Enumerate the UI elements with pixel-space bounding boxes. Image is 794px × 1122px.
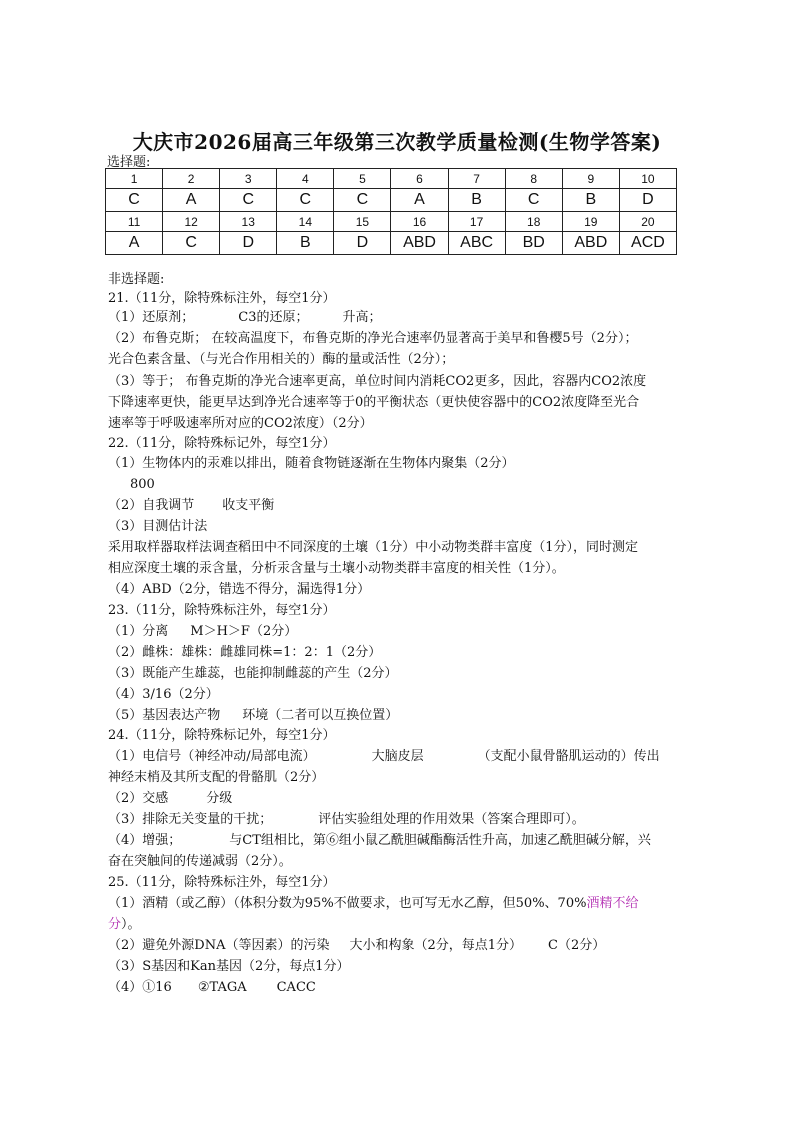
q22-line5: 采用取样器取样法调查稻田中不同深度的土壤（1分）中小动物类群丰富度（1分），同时测定 [108, 540, 639, 555]
table-row-answers-2-cell: D [220, 232, 277, 255]
q25-l5b: ②TAGA [197, 980, 247, 995]
q21-line6: 速率等于呼吸速率所对应的CO2浓度）（2分） [108, 416, 373, 431]
q25-l3c: C（2分） [548, 938, 606, 953]
table-row-numbers-1-cell: 4 [277, 169, 334, 189]
title-main: 大庆市2026届高三年级第三次教学质量检测(生物学 [132, 130, 611, 154]
table-row-answers-2-cell: D [334, 232, 391, 255]
q24-l4a: （3）排除无关变量的干扰； [108, 812, 273, 827]
table-row-numbers-2-cell: 12 [163, 212, 220, 232]
q25-l1b-highlight: 酒精不给 [586, 896, 639, 911]
q25-line3 [108, 937, 605, 955]
table-row-numbers-1-cell: 2 [163, 169, 220, 189]
q24-l1b: 大脑皮层 [371, 749, 424, 764]
q22-line2: 800 [130, 477, 155, 492]
choice-answer-table [105, 168, 677, 255]
table-row-answers-1-cell: A [391, 189, 448, 212]
table-row-answers-2-cell: ACD [619, 232, 676, 255]
table-row-numbers-1 [106, 169, 677, 189]
table-row-numbers-2 [106, 212, 677, 232]
q25-line1 [108, 895, 638, 913]
table-row-numbers-2-cell: 15 [334, 212, 391, 232]
q25-l2b: ）。 [121, 917, 141, 932]
table-row-numbers-2-cell: 14 [277, 212, 334, 232]
table-row-answers-1-cell: C [277, 189, 334, 212]
q23-line1 [108, 623, 297, 641]
q24-l1a: （1）电信号（神经冲动/局部电流） [108, 749, 316, 764]
table-row-answers-2-cell: B [277, 232, 334, 255]
table-row-numbers-2-cell: 11 [106, 212, 163, 232]
q23-line5 [108, 707, 398, 725]
q22-header: 22.（11分，除特殊标记外，每空1分） [108, 436, 336, 451]
q24-line3 [108, 790, 232, 808]
table-row-answers-2-cell: ABD [562, 232, 619, 255]
q25-l3b: 大小和构象（2分，每点1分） [349, 938, 523, 953]
q24-l5a: （4）增强； [108, 833, 182, 848]
q24-line6: 奋在突触间的传递减弱（2分）。 [108, 854, 292, 869]
table-row-numbers-1-cell: 9 [562, 169, 619, 189]
table-row-numbers-1-cell: 10 [619, 169, 676, 189]
table-row-numbers-1-cell: 8 [505, 169, 562, 189]
q23-line3: （3）既能产生雄蕊，也能抑制雌蕊的产生（2分） [108, 666, 398, 681]
table-row-answers-2-cell: C [163, 232, 220, 255]
table-row-numbers-2-cell: 19 [562, 212, 619, 232]
table-row-answers-2-cell: ABC [448, 232, 505, 255]
table-row-numbers-1-cell: 5 [334, 169, 391, 189]
q23-l5b: 环境（二者可以互换位置） [242, 708, 399, 723]
table-row-answers-1-cell: B [562, 189, 619, 212]
table-row-numbers-1-cell: 7 [448, 169, 505, 189]
q25-l5a: （4）①16 [108, 980, 172, 995]
q24-header: 24.（11分，除特殊标记外，每空1分） [108, 728, 336, 743]
q23-l5a: （5）基因表达产物 [108, 708, 221, 723]
table-row-numbers-2-cell: 18 [505, 212, 562, 232]
q25-l2a-highlight: 分 [108, 917, 122, 932]
q22-line3 [108, 497, 274, 515]
section-choice-label: 选择题: [107, 155, 151, 170]
q23-l1b: M＞H＞F（2分） [190, 624, 298, 639]
q23-l1a: （1）分离 [108, 624, 169, 639]
q24-l3a: （2）交感 [108, 791, 169, 806]
table-row-answers-1-cell: C [505, 189, 562, 212]
table-row-answers-1-cell: C [334, 189, 391, 212]
q25-line5 [108, 979, 316, 997]
table-row-answers-1-cell: B [448, 189, 505, 212]
table-row-answers-2 [106, 232, 677, 255]
q25-line2 [108, 916, 141, 934]
q21-line3: 光合色素含量、（与光合作用相关的）酶的量或活性（2分）； [108, 352, 455, 367]
q21-l1a: （1）还原剂； [108, 310, 195, 325]
q22-line4: （3）目测估计法 [108, 519, 208, 534]
table-row-answers-1-cell: C [220, 189, 277, 212]
q21-header: 21.（11分，除特殊标注外，每空1分） [108, 291, 336, 306]
table-row-answers-1-cell: C [106, 189, 163, 212]
q25-l1a: （1）酒精（或乙醇）（体积分数为95%不做要求，也可写无水乙醇，但50%、70% [108, 896, 587, 911]
table-row-numbers-1-cell: 1 [106, 169, 163, 189]
q21-l1c: 升高； [342, 310, 382, 325]
section-nonchoice-label: 非选择题: [108, 272, 165, 287]
q24-l4b: 评估实验组处理的作用效果（答案合理即可）。 [318, 812, 585, 827]
q22-line1: （1）生物体内的汞难以排出，随着食物链逐渐在生物体内聚集（2分） [108, 456, 515, 471]
table-row-answers-2-cell: A [106, 232, 163, 255]
q24-line2: 神经末梢及其所支配的骨骼肌（2分） [108, 770, 325, 785]
title-answer: 答案 [610, 130, 652, 154]
q21-line5: 下降速率更快，能更早达到净光合速率等于0的平衡状态（更快使容器中的CO2浓度降至光合 [108, 395, 640, 410]
q21-line4: （3）等于； 布鲁克斯的净光合速率更高，单位时间内消耗CO2更多，因此，容器内CO2浓度 [108, 374, 647, 389]
table-row-answers-1-cell: A [163, 189, 220, 212]
q25-l3a: （2）避免外源DNA（等因素）的污染 [108, 938, 330, 953]
table-row-numbers-2-cell: 20 [619, 212, 676, 232]
q24-l1c: （支配小鼠骨骼肌运动的）传出 [477, 749, 660, 764]
q22-line6: 相应深度土壤的汞含量，分析汞含量与土壤小动物类群丰富度的相关性（1分）。 [108, 561, 565, 576]
q23-line2: （2）雌株：雄株：雌雄同株=1：2：1（2分） [108, 645, 382, 660]
q21-line1 [108, 309, 382, 327]
q22-line7: （4）ABD（2分，错选不得分，漏选得1分） [108, 582, 371, 597]
table-row-answers-2-cell: ABD [391, 232, 448, 255]
q23-line4: （4）3/16（2分） [108, 687, 219, 702]
table-row-numbers-1-cell: 3 [220, 169, 277, 189]
q22-l3b: 收支平衡 [222, 498, 275, 513]
q25-l5c: CACC [276, 980, 316, 995]
q24-l3b: 分级 [206, 791, 233, 806]
q21-l1b: C3的还原； [238, 310, 309, 325]
table-row-answers-1 [106, 189, 677, 212]
table-row-numbers-2-cell: 13 [220, 212, 277, 232]
table-row-answers-2-cell: BD [505, 232, 562, 255]
q21-line2: （2）布鲁克斯； 在较高温度下，布鲁克斯的净光合速率仍显著高于美早和鲁樱5号（2分）； [108, 331, 638, 346]
q24-line5 [108, 832, 651, 850]
q22-l3a: （2）自我调节 [108, 498, 195, 513]
q24-l5b: 与CT组相比，第⑥组小鼠乙酰胆碱酯酶活性升高，加速乙酰胆碱分解，兴 [229, 833, 651, 848]
q24-line1 [108, 748, 660, 766]
q25-header: 25.（11分，除特殊标注外，每空1分） [108, 875, 336, 890]
table-row-numbers-1-cell: 6 [391, 169, 448, 189]
q24-line4 [108, 811, 585, 829]
q23-header: 23.（11分，除特殊标注外，每空1分） [108, 603, 336, 618]
table-row-numbers-2-cell: 16 [391, 212, 448, 232]
title-close: ) [651, 130, 662, 154]
q25-line4: （3）S基因和Kan基因（2分，每点1分） [108, 959, 350, 974]
table-row-answers-1-cell: D [619, 189, 676, 212]
table-row-numbers-2-cell: 17 [448, 212, 505, 232]
